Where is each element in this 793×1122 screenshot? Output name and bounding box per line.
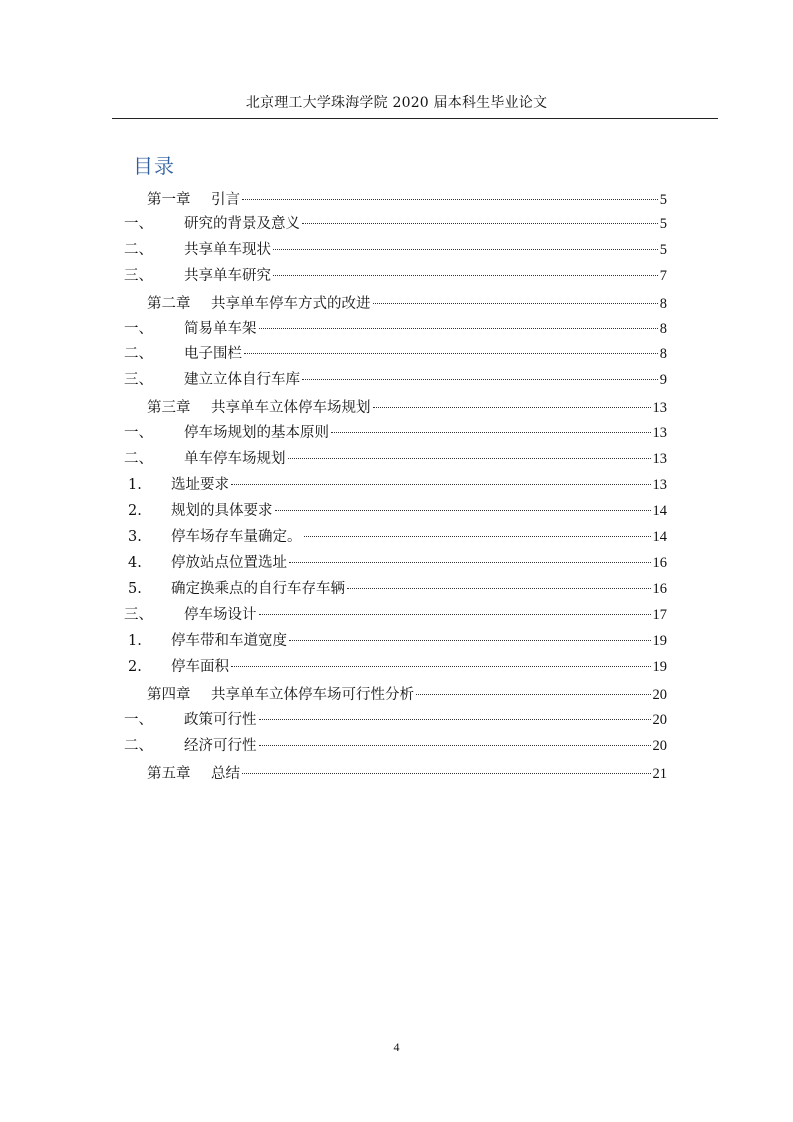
toc-entry-text: 停放站点位置选址: [171, 555, 287, 571]
toc-entry-text: 共享单车停车方式的改进: [211, 296, 371, 312]
toc-entry-number: 1.: [128, 477, 142, 493]
toc-entry-number: 1.: [128, 633, 142, 649]
toc-entry[interactable]: [128, 631, 667, 651]
toc-entry-number: 三、: [124, 372, 153, 388]
toc-leader-dots: [242, 199, 658, 200]
toc-entry[interactable]: [124, 710, 667, 730]
toc-entry-number: 二、: [124, 242, 153, 258]
toc-leader-dots: [304, 536, 651, 537]
toc-leader-dots: [259, 614, 651, 615]
toc-entry-number: 2.: [128, 659, 142, 675]
toc-entry-text: 研究的背景及意义: [184, 216, 300, 232]
toc-entry-page: 13: [652, 425, 667, 441]
toc-entry-text: 共享单车立体停车场规划: [211, 400, 371, 416]
toc-leader-dots: [302, 379, 658, 380]
toc-entry[interactable]: [147, 764, 667, 784]
toc-entry-number: 3.: [128, 529, 142, 545]
toc-entry-text: 停车带和车道宽度: [171, 633, 287, 649]
toc-entry-page: 14: [652, 529, 667, 545]
toc-leader-dots: [275, 510, 651, 511]
toc-entry-number: 5.: [128, 581, 142, 597]
toc-entry[interactable]: [128, 553, 667, 573]
toc-leader-dots: [373, 303, 658, 304]
toc-entry-text: 选址要求: [171, 477, 229, 493]
toc-entry-page: 8: [659, 321, 667, 337]
toc-entry[interactable]: [128, 501, 667, 521]
toc-entry[interactable]: [124, 423, 667, 443]
toc-entry[interactable]: [124, 736, 667, 756]
toc-entry[interactable]: [147, 398, 667, 418]
toc-leader-dots: [242, 773, 651, 774]
toc-entry[interactable]: [128, 527, 667, 547]
toc-leader-dots: [259, 745, 651, 746]
toc-entry-number: 第四章: [147, 687, 191, 703]
toc-entry-text: 共享单车立体停车场可行性分析: [211, 687, 414, 703]
toc-leader-dots: [289, 640, 651, 641]
toc-entry[interactable]: [124, 214, 667, 234]
toc-entry-page: 13: [652, 477, 667, 493]
toc-entry-page: 5: [659, 216, 667, 232]
toc-entry-text: 政策可行性: [184, 712, 257, 728]
toc-entry-text: 建立立体自行车库: [184, 372, 300, 388]
toc-entry-page: 17: [652, 607, 667, 623]
toc-entry-number: 第一章: [147, 192, 191, 208]
toc-entry-text: 单车停车场规划: [184, 451, 286, 467]
toc-entry-page: 5: [659, 242, 667, 258]
toc-entry-page: 9: [659, 372, 667, 388]
toc-leader-dots: [347, 588, 651, 589]
toc-entry-number: 二、: [124, 738, 153, 754]
toc-entry-number: 二、: [124, 451, 153, 467]
toc-leader-dots: [231, 666, 651, 667]
toc-entry-number: 三、: [124, 268, 153, 284]
toc-entry-number: 4.: [128, 555, 142, 571]
toc-entry[interactable]: [147, 190, 667, 210]
toc-entry-page: 21: [652, 766, 667, 782]
toc-entry-page: 13: [652, 400, 667, 416]
toc-entry-text: 停车面积: [171, 659, 229, 675]
running-header: 北京理工大学珠海学院 2020 届本科生毕业论文: [245, 95, 548, 111]
toc-entry-text: 总结: [211, 766, 240, 782]
page-number: 4: [393, 1040, 400, 1054]
toc-entry[interactable]: [147, 294, 667, 314]
toc-entry-number: 一、: [124, 321, 153, 337]
toc-entry[interactable]: [124, 605, 667, 625]
toc-entry-number: 三、: [124, 607, 153, 623]
toc-entry-page: 5: [659, 192, 667, 208]
toc-entry-page: 8: [659, 346, 667, 362]
toc-entry-text: 简易单车架: [184, 321, 257, 337]
toc-leader-dots: [288, 458, 651, 459]
toc-entry-page: 8: [659, 296, 667, 312]
toc-title: 目录: [133, 154, 175, 178]
toc-entry-number: 2.: [128, 503, 142, 519]
toc-entry-page: 13: [652, 451, 667, 467]
toc-entry-number: 一、: [124, 425, 153, 441]
toc-entry-page: 20: [652, 738, 667, 754]
toc-leader-dots: [273, 249, 658, 250]
toc-entry-text: 确定换乘点的自行车存车辆: [171, 581, 345, 597]
toc-entry[interactable]: [124, 240, 667, 260]
toc-entry-number: 一、: [124, 712, 153, 728]
toc-entry[interactable]: [124, 344, 667, 364]
toc-entry[interactable]: [124, 449, 667, 469]
toc-leader-dots: [373, 407, 651, 408]
header-rule: [112, 118, 718, 119]
toc-leader-dots: [244, 353, 658, 354]
toc-leader-dots: [259, 328, 658, 329]
toc-entry[interactable]: [124, 319, 667, 339]
toc-entry-text: 引言: [211, 192, 240, 208]
toc-entry-text: 共享单车研究: [184, 268, 271, 284]
toc-entry[interactable]: [128, 657, 667, 677]
toc-leader-dots: [259, 719, 651, 720]
toc-entry-text: 电子围栏: [184, 346, 242, 362]
toc-entry-text: 停车场存车量确定。: [171, 529, 302, 545]
toc-entry-number: 一、: [124, 216, 153, 232]
toc-entry-page: 20: [652, 712, 667, 728]
toc-entry[interactable]: [128, 475, 667, 495]
toc-entry-text: 停车场规划的基本原则: [184, 425, 329, 441]
toc-entry-page: 19: [652, 633, 667, 649]
toc-entry[interactable]: [124, 266, 667, 286]
toc-leader-dots: [302, 223, 658, 224]
toc-entry-page: 16: [652, 581, 667, 597]
toc-leader-dots: [289, 562, 651, 563]
toc-leader-dots: [331, 432, 651, 433]
toc-entry-text: 共享单车现状: [184, 242, 271, 258]
toc-entry-page: 16: [652, 555, 667, 571]
toc-leader-dots: [416, 694, 651, 695]
toc-entry[interactable]: [124, 370, 667, 390]
toc-entry-page: 20: [652, 687, 667, 703]
toc-entry-text: 停车场设计: [184, 607, 257, 623]
toc-entry-number: 第五章: [147, 766, 191, 782]
toc-entry-number: 第二章: [147, 296, 191, 312]
toc-entry-page: 7: [659, 268, 667, 284]
toc-entry[interactable]: [128, 579, 667, 599]
toc-leader-dots: [231, 484, 651, 485]
toc-leader-dots: [273, 275, 658, 276]
toc-entry-text: 规划的具体要求: [171, 503, 273, 519]
toc-entry-text: 经济可行性: [184, 738, 257, 754]
toc-entry-page: 19: [652, 659, 667, 675]
toc-entry[interactable]: [147, 685, 667, 705]
toc-entry-number: 第三章: [147, 400, 191, 416]
toc-entry-page: 14: [652, 503, 667, 519]
toc-entry-number: 二、: [124, 346, 153, 362]
